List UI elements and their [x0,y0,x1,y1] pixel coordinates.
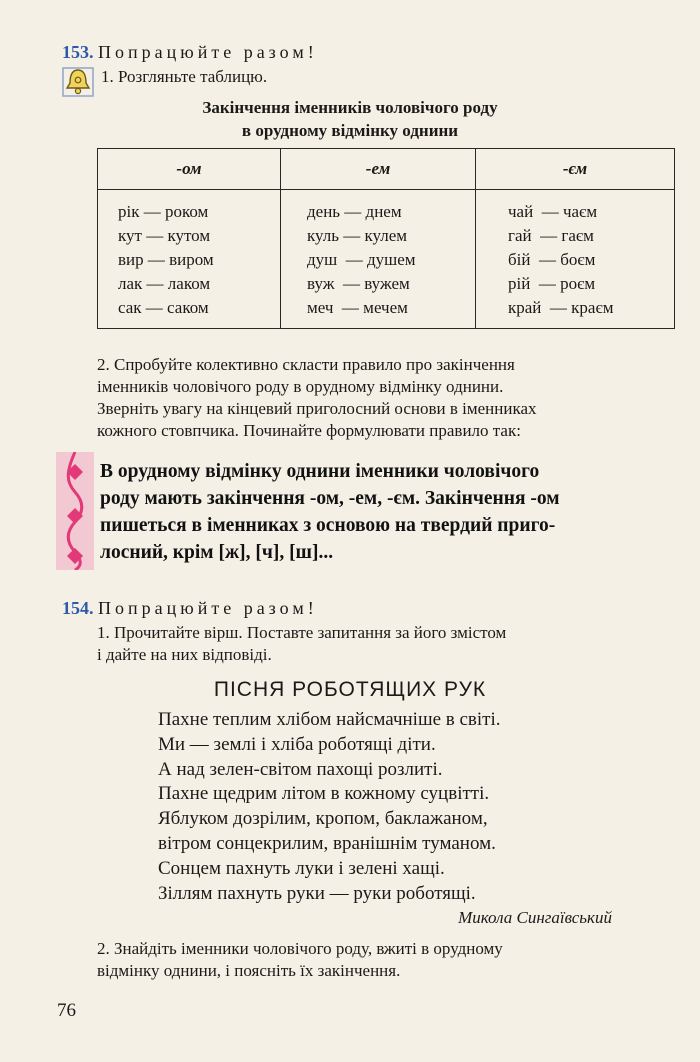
column-om [98,190,281,329]
rule-line: пишеться в іменниках з основою на твердий приго- [100,515,556,536]
task-2-paragraph [97,938,675,982]
word-pair: вир — виром [118,250,214,269]
text-line: 2. Знайдіть іменники чоловічого роду, вжиті в орудному [97,939,503,958]
task-1-text: 1. Розгляньте таблицю. [101,67,268,86]
poem-author: Микола Сингаївський [458,908,612,927]
column-header: -ем [281,149,476,190]
word-pair: кут — кутом [118,226,211,245]
word-pair: меч — мечем [307,298,408,317]
rule-marker-band [56,452,94,570]
exercise-number: 153. [62,42,94,62]
poem-body [158,708,501,906]
rule-line: В орудному відмінку однини іменники чоловічого [100,461,540,482]
word-pair: лак — лаком [118,274,211,293]
word-pair: бій — боєм [508,250,596,269]
poem-title: ПІСНЯ РОБОТЯЩИХ РУК [213,678,487,701]
page-number: 76 [57,1000,76,1021]
column-header: -єм [476,149,675,190]
exercise-title: Попрацюйте разом! [98,598,318,618]
poem-line: Сонцем пахнуть луки і зелені хащі. [158,857,445,879]
poem-line: вітром сонцекрилим, вранішнім туманом. [158,832,496,854]
poem-line: Пахне щедрим літом в кожному суцвітті. [158,783,490,805]
word-pair: край — краєм [508,298,614,317]
text-line: кожного стовпчика. Починайте формулювати правило так: [97,421,521,440]
text-line: іменників чоловічого роду в орудному відмінку однини. [97,377,504,396]
poem-line: Зіллям пахнуть руки — руки роботящі. [158,882,476,904]
word-pair: куль — кулем [307,226,408,245]
column-yem [476,190,675,329]
text-line: і дайте на них відповіді. [97,645,272,664]
bell-icon [62,66,94,98]
rule-line: роду мають закінчення -ом, -ем, -єм. Закінчення -ом [100,488,560,509]
table-title-line-2: в орудному відмінку однини [241,121,459,140]
text-line: Зверніть увагу на кінцевий приголосний основи в іменниках [97,399,537,418]
text-line: 2. Спробуйте колективно скласти правило про закінчення [97,355,515,374]
task-2-paragraph [97,354,675,442]
column-em [281,190,476,329]
task-1-paragraph [97,622,675,666]
rule-line: лосний, крім [ж], [ч], [ш]... [100,542,334,563]
exercise-153-heading [62,40,318,64]
word-pair: чай — чаєм [508,202,598,221]
word-pair: душ — душем [307,250,416,269]
text-line: відмінку однини, і поясніть їх закінчення. [97,961,401,980]
poem-line: А над зелен-світом пахощі розлиті. [158,758,443,780]
word-pair: сак — саком [118,298,209,317]
exercise-154-heading [62,596,318,620]
exercise-number: 154. [62,598,94,618]
word-pair: рій — роєм [508,274,596,293]
word-pair: рік — роком [118,202,209,221]
word-pair: вуж — вужем [307,274,410,293]
column-header: -ом [98,149,281,190]
endings-table [97,148,675,329]
text-line: 1. Прочитайте вірш. Поставте запитання за його змістом [97,623,507,642]
poem-line: Яблуком дозрілим, кропом, баклажаном, [158,808,488,830]
table-title-line-1: Закінчення іменників чоловічого роду [202,98,498,117]
word-pair: гай — гаєм [508,226,594,245]
poem-line: Пахне теплим хлібом найсмачніше в світі. [158,709,501,730]
word-pair: день — днем [307,202,402,221]
exercise-title: Попрацюйте разом! [98,42,318,62]
poem-line: Ми — землі і хліба роботящі діти. [158,733,436,755]
rule-text [100,458,680,566]
